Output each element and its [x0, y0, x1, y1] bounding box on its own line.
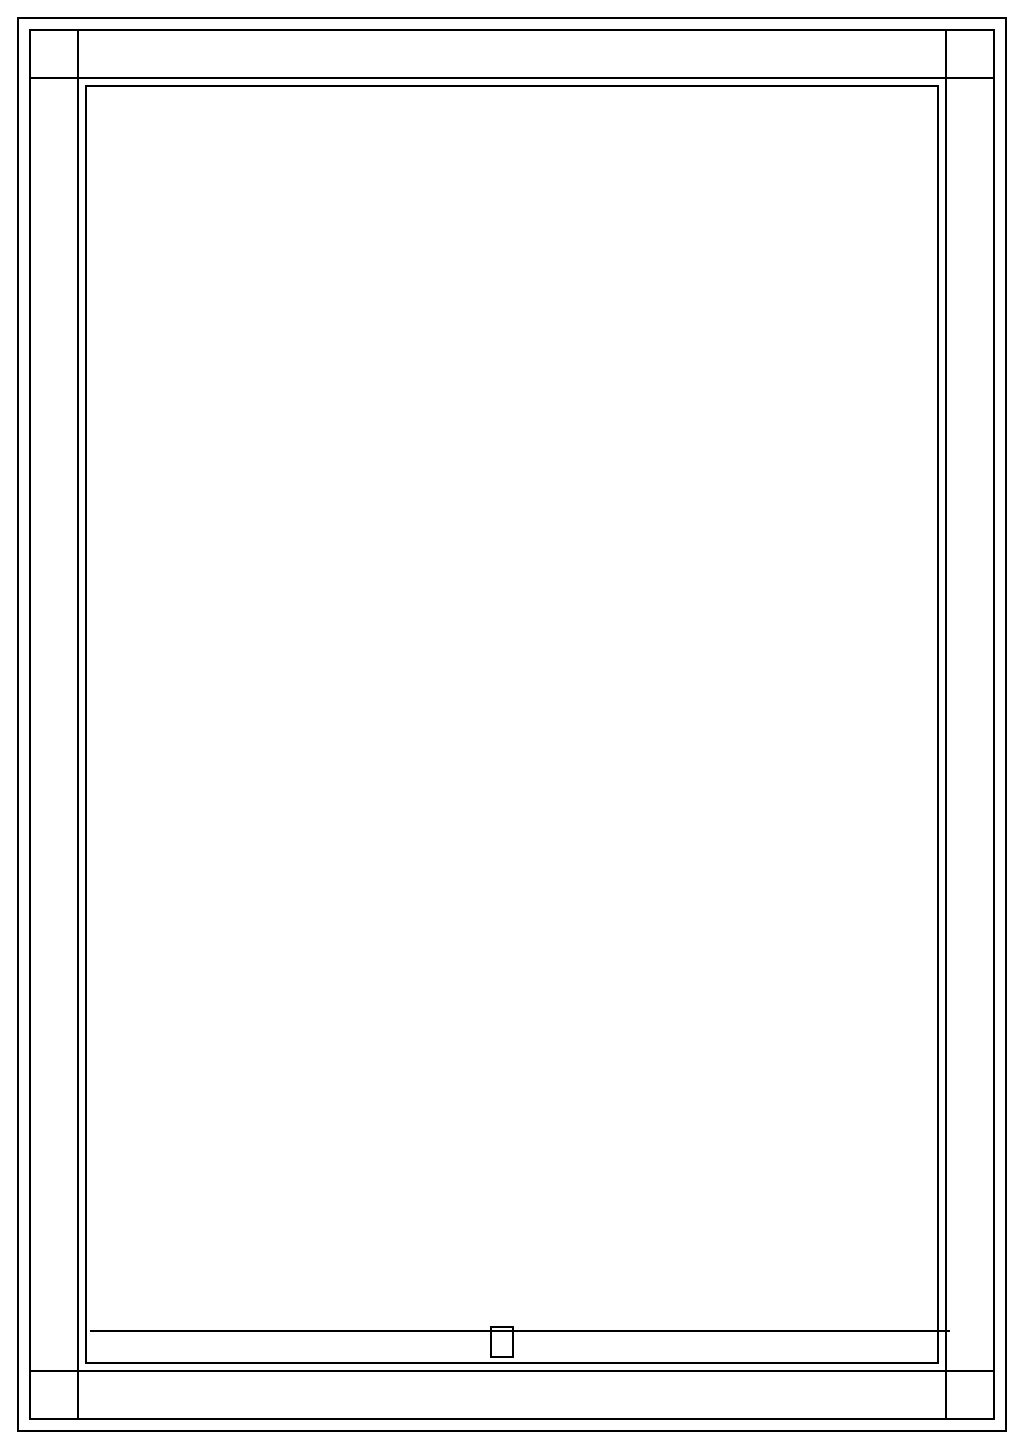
page-footer	[90, 1330, 950, 1378]
page-number	[490, 1326, 514, 1358]
